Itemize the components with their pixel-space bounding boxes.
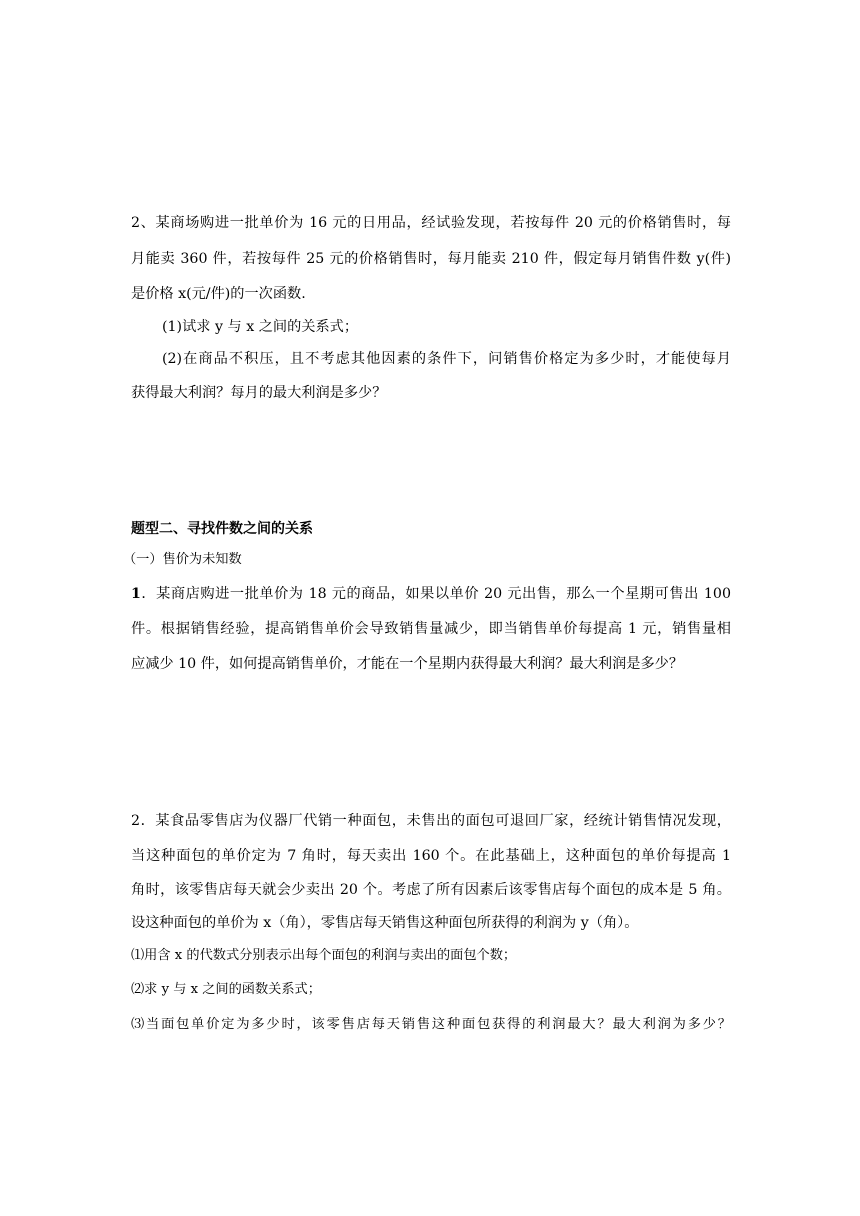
sub-question-1: ⑴用含 x 的代数式分别表示出每个面包的利润与卖出的面包个数； <box>131 948 517 963</box>
sub-question-1: (1)试求 y 与 x 之间的关系式； <box>162 319 359 335</box>
sub-question-3: ⑶当面包单价定为多少时，该零售店每天销售这种面包获得的利润最大？最大利润为多少？ <box>131 1017 731 1032</box>
problem-text-line: 角时，该零售店每天就会少卖出 20 个。考虑了所有因素后该零售店每个面包的成本是 5 角。 <box>131 882 731 898</box>
sub-question-2: ⑵求 y 与 x 之间的函数关系式； <box>131 982 321 997</box>
problem-text-line: 2．某食品零售店为仪器厂代销一种面包，未售出的面包可退回厂家，经统计销售情况发现， <box>131 813 731 829</box>
section-heading: 题型二、寻找件数之间的关系 <box>131 521 313 537</box>
problem-text-line: 应减少 10 件，如何提高销售单价，才能在一个星期内获得最大利润？最大利润是多少？ <box>131 656 684 672</box>
problem-text: ．某商店购进一批单价为 18 元的商品，如果以单价 20 元出售，那么一个星期可售出 100 <box>140 586 731 602</box>
section-subheading: （一）售价为未知数 <box>123 552 242 567</box>
problem-text-line <box>131 584 731 604</box>
sub-question-2-line: 获得最大利润？每月的最大利润是多少？ <box>131 385 387 401</box>
problem-number: 1 <box>131 586 141 602</box>
problem-text-line: 是价格 x(元/件)的一次函数. <box>131 286 306 302</box>
problem-text-line: 当这种面包的单价定为 7 角时，每天卖出 160 个。在此基础上，这种面包的单价每提高 1 <box>131 848 731 864</box>
problem-text-line: 2、某商场购进一批单价为 16 元的日用品，经试验发现，若按每件 20 元的价格销售时，每 <box>131 215 731 231</box>
problem-text-line: 设这种面包的单价为 x（角），零售店每天销售这种面包所获得的利润为 y（角）。 <box>131 915 639 931</box>
sub-question-2-line: (2)在商品不积压，且不考虑其他因素的条件下，问销售价格定为多少时，才能使每月 <box>162 351 731 367</box>
problem-text-line: 月能卖 360 件，若按每件 25 元的价格销售时，每月能卖 210 件，假定每月销售件数 y(件) <box>131 251 731 267</box>
problem-text-line: 件。根据销售经验，提高销售单价会导致销售量减少，即当销售单价每提高 1 元，销售量相 <box>131 621 731 637</box>
